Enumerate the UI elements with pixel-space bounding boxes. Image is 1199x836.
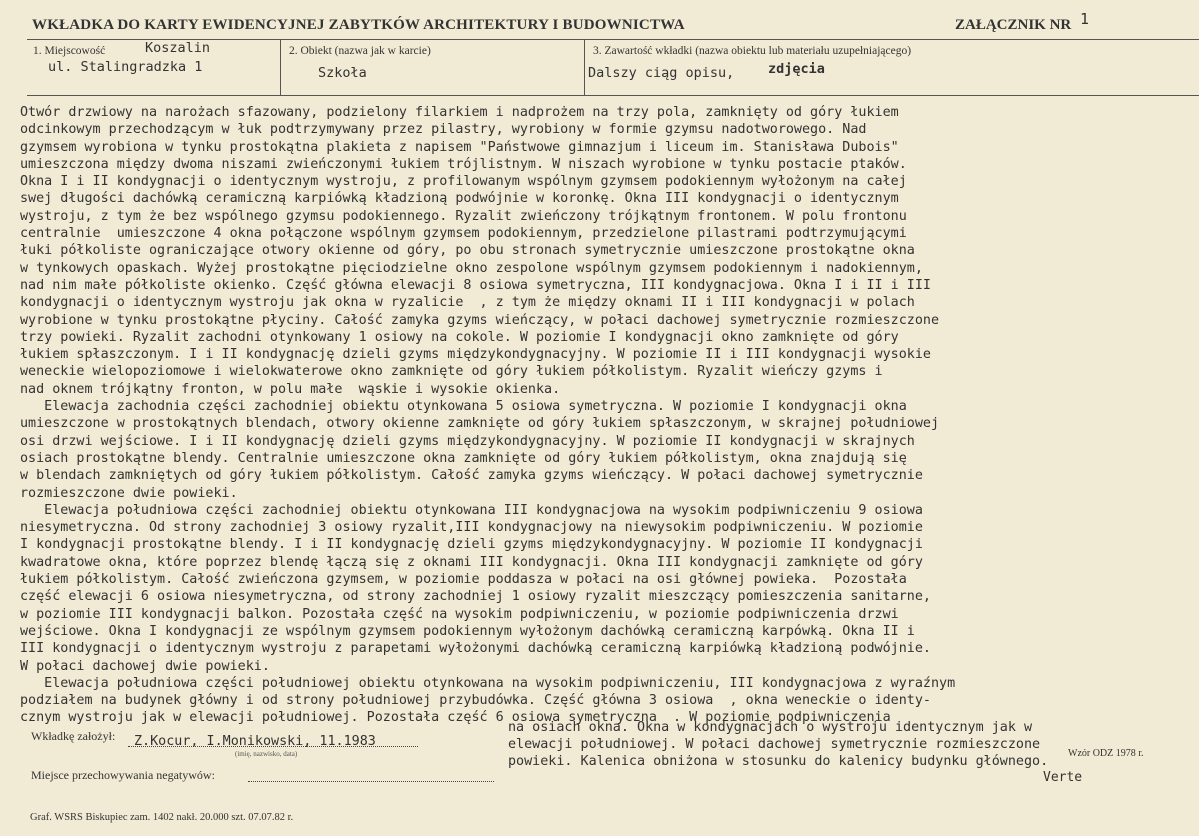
description-line: III kondygnacji o identycznym wystroju z parapetami wyłożonymi dachówką ceramiczną karpiówką kładzioną podwójnie.	[20, 641, 931, 657]
field-content-value: Dalszy ciąg opisu,	[588, 65, 735, 81]
field-place-label: 1. Miejscowość	[33, 45, 106, 57]
description-line: gzymsem wyrobiona w tynku prostokątna plakieta z napisem "Państwowe gimnazjum i liceum im. Stanisława Dubois"	[20, 139, 899, 155]
description-line: wyrobione w tynku prostokątne płyciny. Całość zamyka gzyms wieńczący, w połaci dachowej symetrycznie rozmieszczone	[20, 312, 940, 328]
made-by-caption: (imię, nazwisko, data)	[235, 750, 298, 758]
field-object-label: 2. Obiekt (nazwa jak w karcie)	[289, 45, 431, 57]
description-line: Elewacja zachodnia części zachodniej obiektu otynkowana 5 osiowa symetryczna. W poziomie I kondygnacji okna	[20, 399, 907, 415]
continuation-line: powieki. Kalenica obniżona w stosunku do kalenicy budynku głównego.	[508, 754, 1049, 769]
description-line: wystroju, z tym że bez wspólnego gzymsu podokiennego. Ryzalit zwieńczony trójkątnym frontonem. W polu frontonu	[20, 208, 907, 224]
description-line: Okna I i II kondygnacji o identycznym wystroju, z profilowanym wspólnym gzymsem podokiennym wyłożonym na całej	[20, 174, 907, 190]
description-line: I kondygnacji prostokątne blendy. I i II kondygnację dzieli gzyms międzykondygnacyjny. W poziomie II kondygnacji	[20, 537, 923, 553]
description-line: kondygnacji o identycznym wystroju jak okna w ryzalicie , z tym że między oknami II i III kondygnacji w polach	[20, 295, 915, 311]
description-line: kwadratowe okna, które poprzez blendę łączą się z oknami III kondygnacji. Okna III kondygnacji zamknięte od góry	[20, 554, 923, 570]
description-line: odcinkowym przechodzącym w łuk podtrzymywany przez pilastry, wyrobiony w formie gzymsu nadotworowego. Nad	[20, 122, 867, 138]
description-line: rozmieszczone dwie powieki.	[20, 485, 238, 501]
annex-number: 1	[1080, 10, 1090, 28]
turn-over-label: Verte	[1043, 770, 1083, 785]
continuation-line: na osiach okna. Okna w kondygnacjach o wystroju identycznym jak w	[508, 720, 1033, 735]
field-divider	[584, 40, 585, 95]
description-line: osi drzwi wejściowe. I i II kondygnację dzieli gzyms międzykondygnacyjny. W poziomie II kondygnacji w skrajnych	[20, 433, 915, 449]
description-line: łukiem półkolistym. Całość zwieńczona gzymsem, w poziomie poddasza w połaci na osi głównej powieka. Pozostała	[20, 572, 907, 588]
description-line: w poziomie III kondygnacji balkon. Pozostała część na wysokim podpiwniczeniu, w poziomie podpiwniczenia drzwi	[20, 606, 899, 622]
continuation-line: elewacji południowej. W połaci dachowej symetrycznie rozmieszczone	[508, 737, 1041, 752]
description-line: nad nim małe półkoliste okienko. Część główna elewacji 8 osiowa symetryczna, III kondygnacjowa. Okna I i II i III	[20, 277, 931, 293]
description-text	[20, 104, 1198, 727]
storage-label: Miejsce przechowywania negatywów:	[31, 768, 215, 782]
printer-imprint: Graf. WSRS Biskupiec zam. 1402 nakł. 20.000 szt. 07.07.82 r.	[30, 812, 294, 823]
field-place-value: Koszalin	[145, 40, 211, 56]
field-object-value: Szkoła	[318, 65, 367, 81]
description-line: wejściowe. Okna I kondygnacji ze wspólnym gzymsem podokiennym wyłożonym dachówką ceramiczną karpówką. Okna II i	[20, 623, 915, 639]
annex-label: ZAŁĄCZNIK NR	[955, 17, 1072, 33]
field-content-label: 3. Zawartość wkładki (nazwa obiektu lub materiału uzupełniającego)	[593, 45, 912, 57]
form-code: Wzór ODZ 1978 r.	[1068, 748, 1144, 759]
description-line: łuki półkoliste ograniczające otwory okienne od góry, po obu stronach symetrycznie umieszczone prostokątne okna	[20, 243, 915, 259]
description-line: swej długości dachówką ceramiczną karpiówką kładzioną podwójnie w koronkę. Okna III kondygnacji o identycznym	[20, 191, 899, 207]
made-by-label: Wkładkę założył:	[31, 729, 116, 743]
description-line: trzy powieki. Ryzalit zachodni otynkowany 1 osiowy na cokole. W poziomie I kondygnacji okno zamknięte od góry	[20, 329, 899, 345]
description-line: umieszczona między dwoma niszami zwieńczonymi łukiem trójlistnym. W niszach wyrobione w tynku postacie ptaków.	[20, 156, 907, 172]
storage-line	[248, 781, 494, 782]
field-divider	[280, 40, 281, 95]
made-by-value: Z.Kocur, I.Monikowski, 11.1983	[134, 734, 376, 749]
description-line: podziałem na budynek główny i od strony południowej przybudówka. Część główna 3 osiowa , okna weneckie o identy-	[20, 693, 931, 709]
description-line: w blendach zamkniętych od góry łukiem półkolistym. Całość zamyka gzyms wieńczący. W połaci dachowej symetrycznie	[20, 468, 923, 484]
fields-rule	[27, 95, 1199, 96]
description-line: w tynkowych opaskach. Wyżej prostokątne pięciodzielne okno zespolone wspólnym gzymsem podokiennym i nadokiennym,	[20, 260, 923, 276]
description-line: niesymetryczna. Od strony zachodniej 3 osiowy ryzalit,III kondygnacjowy na niewysokim podpiwniczeniu. W poziomie	[20, 520, 923, 536]
field-content-hand-value: zdjęcia	[768, 61, 825, 77]
description-line: umieszczone w prostokątnych blendach, otwory okienne zamknięte od góry łukiem spłaszczonym, w skrajnej południowej	[20, 416, 940, 432]
description-line: część elewacji 6 osiowa niesymetryczna, od strony zachodniej 1 osiowy ryzalit mieszczący pomieszczenia sanitarne,	[20, 589, 931, 605]
description-line: Otwór drzwiowy na narożach sfazowany, podzielony filarkiem i nadprożem na trzy pola, zamknięty od góry łukiem	[20, 105, 899, 120]
description-line: W połaci dachowej dwie powieki.	[20, 658, 270, 674]
description-line: cznym wystroju jak w elewacji południowej. Pozostała część 6 osiowa symetryczna . W poziomie podpiwniczenia	[20, 710, 891, 726]
description-line: nad oknem trójkątny fronton, w polu małe wąskie i wysokie okienka.	[20, 381, 561, 397]
description-line: centralnie umieszczone 4 okna połączone wspólnym gzymsem podokiennym, przedzielone pilastrami podtrzymującymi	[20, 226, 907, 242]
description-line: osiach prostokątne blendy. Centralnie umieszczone okna zamknięte od góry łukiem półkolistym, okna znajdują się	[20, 450, 907, 466]
description-line: weneckie wielopoziomowe i wielokwaterowe okno zamknięte od góry łukiem półkolistym. Ryzalit wieńczy gzyms i	[20, 364, 883, 380]
description-line: Elewacja południowa części południowej obiektu otynkowana na wysokim podpiwniczeniu, III kondygnacjowa z wyraźnym	[20, 675, 956, 691]
field-street-value: ul. Stalingradzka 1	[48, 59, 203, 75]
description-line: Elewacja południowa części zachodniej obiektu otynkowana III kondygnacjowa na wysokim podpiwniczeniu 9 osiowa	[20, 502, 923, 518]
card-title: WKŁADKA DO KARTY EWIDENCYJNEJ ZABYTKÓW ARCHITEKTURY I BUDOWNICTWA	[32, 17, 685, 33]
description-line: łukiem spłaszczonym. I i II kondygnację dzieli gzyms międzykondygnacyjny. W poziomie II i III kondygnacji wysokie	[20, 347, 931, 363]
